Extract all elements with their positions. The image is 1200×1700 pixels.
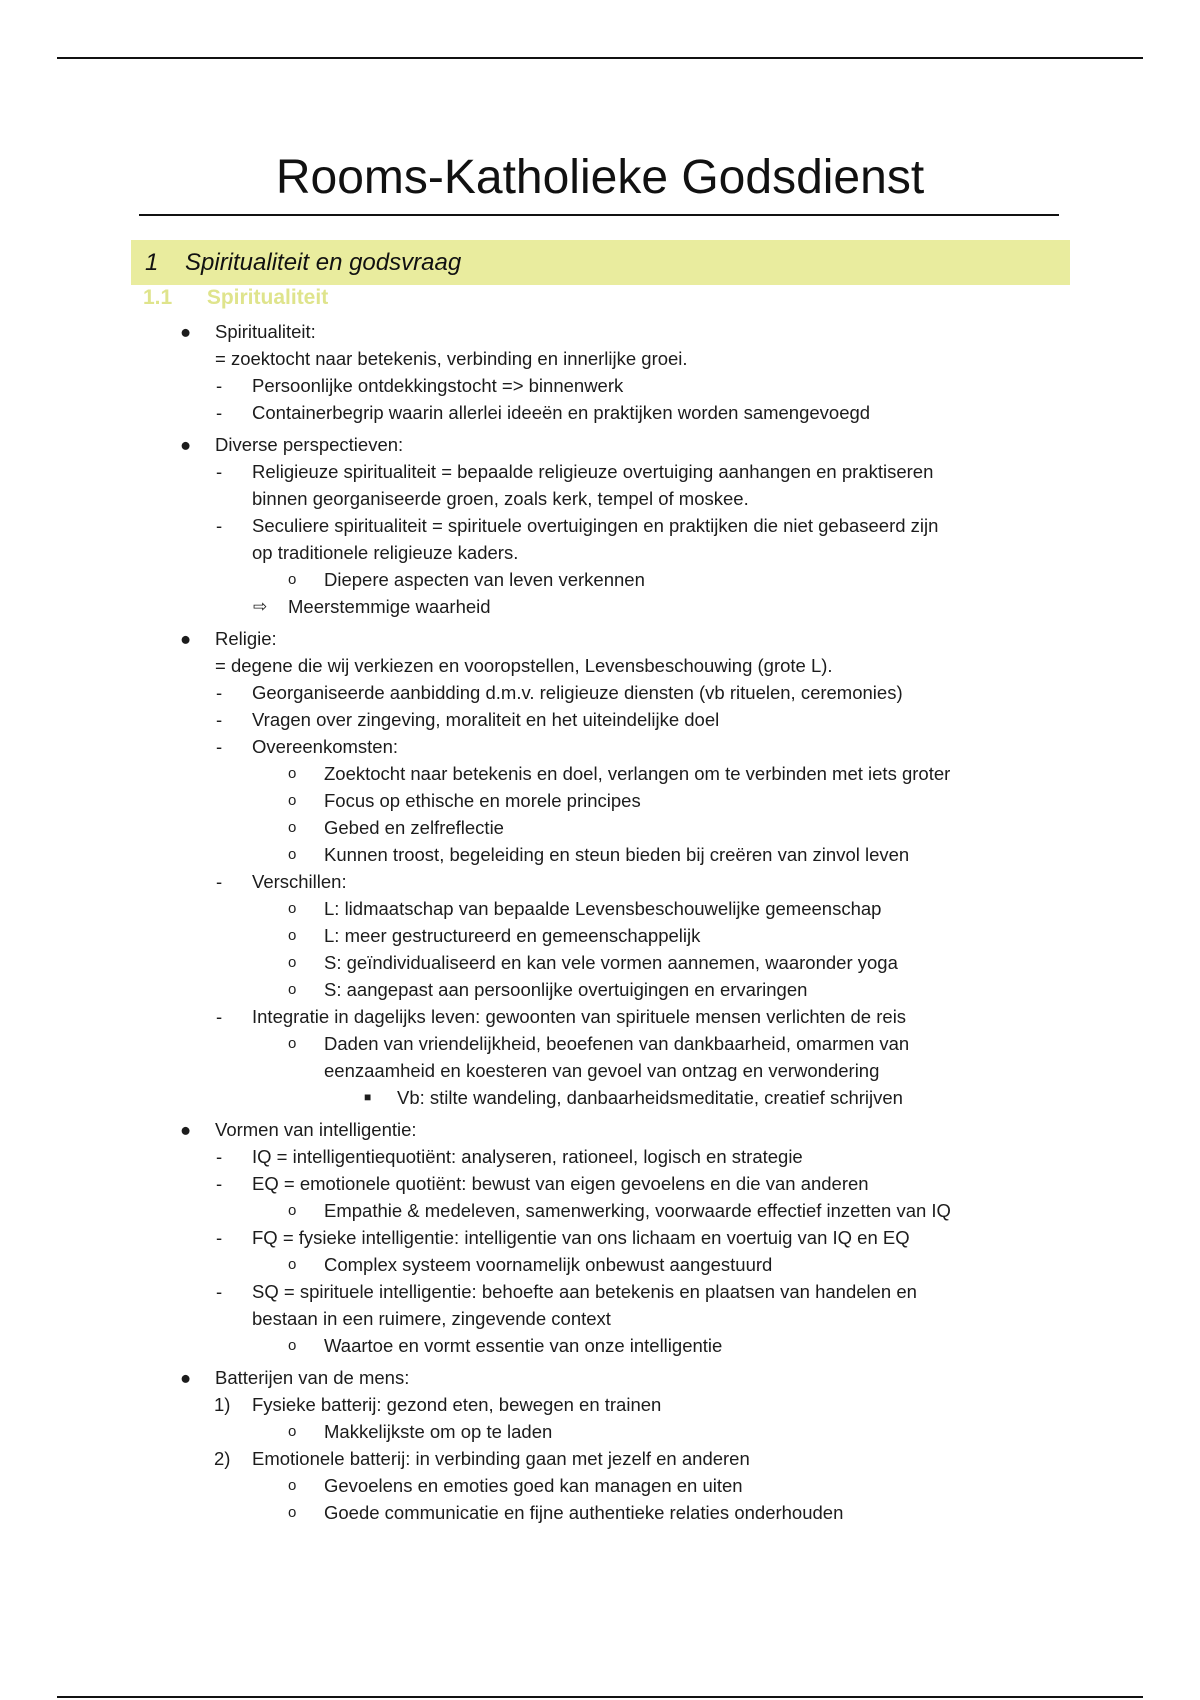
dash-marker: - [216, 1227, 223, 1248]
list-item [0, 1445, 1200, 1472]
list-item [0, 318, 1200, 345]
list-text: Empathie & medeleven, samenwerking, voorwaarde effectief inzetten van IQ [324, 1200, 951, 1221]
list-text: L: meer gestructureerd en gemeenschappelijk [324, 925, 701, 946]
circle-marker: o [288, 1256, 297, 1273]
list-text: Focus op ethische en morele principes [324, 790, 641, 811]
bullet-marker: ● [180, 1119, 192, 1140]
list-item [0, 1084, 1200, 1111]
list-text: Gebed en zelfreflectie [324, 817, 504, 838]
bullet-marker: ● [180, 321, 192, 342]
list-text: Goede communicatie en fijne authentieke relaties onderhouden [324, 1502, 844, 1523]
list-text: Integratie in dagelijks leven: gewoonten van spirituele mensen verlichten de reis [252, 1006, 907, 1027]
chapter-heading [131, 240, 1070, 285]
list-text: Gevoelens en emoties goed kan managen en uiten [324, 1475, 743, 1496]
bullet-marker: ● [180, 628, 192, 649]
list-text: binnen georganiseerde groen, zoals kerk, tempel of moskee. [252, 488, 749, 509]
title-underline [139, 214, 1059, 216]
list-item [0, 1224, 1200, 1251]
list-item [0, 1030, 1200, 1057]
bullet-marker: ● [180, 434, 192, 455]
circle-marker: o [288, 1035, 297, 1052]
list-text: Emotionele batterij: in verbinding gaan met jezelf en anderen [252, 1448, 750, 1469]
list-text: Containerbegrip waarin allerlei ideeën en praktijken worden samengevoegd [252, 402, 871, 423]
list-item [0, 485, 1200, 512]
list-item [0, 1499, 1200, 1526]
list-text: Spiritualiteit: [215, 321, 316, 342]
dash-marker: - [216, 1173, 223, 1194]
number-marker: 2) [214, 1448, 231, 1469]
dash-marker: - [216, 682, 223, 703]
circle-marker: o [288, 1337, 297, 1354]
page-top-rule [57, 57, 1143, 59]
section-heading [143, 286, 328, 310]
list-item [0, 1278, 1200, 1305]
list-text: Religie: [215, 628, 277, 649]
list-text: Seculiere spiritualiteit = spirituele overtuigingen en praktijken die niet gebaseerd zijn [252, 515, 939, 536]
list-item [0, 706, 1200, 733]
dash-marker: - [216, 709, 223, 730]
circle-marker: o [288, 927, 297, 944]
dash-marker: - [216, 871, 223, 892]
dash-marker: - [216, 1006, 223, 1027]
document-title: Rooms-Katholieke Godsdienst [275, 151, 925, 204]
arrow-marker: ⇨ [253, 597, 268, 616]
list-item [0, 512, 1200, 539]
list-text: Vragen over zingeving, moraliteit en het uiteindelijke doel [252, 709, 720, 730]
circle-marker: o [288, 571, 297, 588]
page-bottom-rule [57, 1696, 1143, 1698]
number-marker: 1) [214, 1394, 231, 1415]
list-item [0, 787, 1200, 814]
list-item [0, 1305, 1200, 1332]
circle-marker: o [288, 1477, 297, 1494]
list-item [0, 976, 1200, 1003]
section-title: Spiritualiteit [206, 286, 329, 309]
list-text: op traditionele religieuze kaders. [252, 542, 519, 563]
list-item [0, 679, 1200, 706]
dash-marker: - [216, 375, 223, 396]
circle-marker: o [288, 1202, 297, 1219]
circle-marker: o [288, 1504, 297, 1521]
circle-marker: o [288, 792, 297, 809]
list-item [0, 593, 1200, 620]
chapter-number: 1 [145, 248, 159, 276]
circle-marker: o [288, 981, 297, 998]
list-item [0, 1116, 1200, 1143]
dash-marker: - [216, 736, 223, 757]
list-text: IQ = intelligentiequotiënt: analyseren, rationeel, logisch en strategie [252, 1146, 803, 1167]
list-text: Meerstemmige waarheid [288, 596, 491, 617]
list-item [0, 372, 1200, 399]
list-item [0, 539, 1200, 566]
list-item [0, 566, 1200, 593]
list-text: Diepere aspecten van leven verkennen [324, 569, 645, 590]
document-body [0, 318, 1200, 1526]
list-text: = degene die wij verkiezen en vooropstellen, Levensbeschouwing (grote L). [215, 655, 833, 676]
list-text: Vormen van intelligentie: [215, 1119, 417, 1140]
list-text: SQ = spirituele intelligentie: behoefte aan betekenis en plaatsen van handelen en [252, 1281, 917, 1302]
list-text: Religieuze spiritualiteit = bepaalde religieuze overtuiging aanhangen en praktiseren [252, 461, 934, 482]
list-item [0, 458, 1200, 485]
list-item [0, 1251, 1200, 1278]
list-text: Persoonlijke ontdekkingstocht => binnenwerk [252, 375, 624, 396]
list-item [0, 1170, 1200, 1197]
list-item [0, 1197, 1200, 1224]
list-item [0, 1332, 1200, 1359]
list-item [0, 1057, 1200, 1084]
list-item [0, 922, 1200, 949]
list-item [0, 399, 1200, 426]
list-item [0, 1472, 1200, 1499]
list-text: Daden van vriendelijkheid, beoefenen van dankbaarheid, omarmen van [324, 1033, 910, 1054]
list-item [0, 1364, 1200, 1391]
list-item [0, 345, 1200, 372]
circle-marker: o [288, 900, 297, 917]
list-text: FQ = fysieke intelligentie: intelligentie van ons lichaam en voertuig van IQ en EQ [252, 1227, 910, 1248]
list-text: S: aangepast aan persoonlijke overtuigingen en ervaringen [324, 979, 808, 1000]
circle-marker: o [288, 954, 297, 971]
list-text: Verschillen: [252, 871, 347, 892]
list-item [0, 625, 1200, 652]
list-item [0, 733, 1200, 760]
list-item [0, 1143, 1200, 1170]
list-text: Georganiseerde aanbidding d.m.v. religieuze diensten (vb rituelen, ceremonies) [252, 682, 903, 703]
dash-marker: - [216, 461, 223, 482]
list-text: Makkelijkste om op te laden [324, 1421, 553, 1442]
dash-marker: - [216, 1146, 223, 1167]
circle-marker: o [288, 819, 297, 836]
list-text: Waartoe en vormt essentie van onze intelligentie [324, 1335, 723, 1356]
list-text: Overeenkomsten: [252, 736, 399, 757]
list-text: S: geïndividualiseerd en kan vele vormen aannemen, waaronder yoga [324, 952, 898, 973]
list-text: = zoektocht naar betekenis, verbinding en innerlijke groei. [215, 348, 688, 369]
list-text: Diverse perspectieven: [215, 434, 404, 455]
list-text: Vb: stilte wandeling, danbaarheidsmeditatie, creatief schrijven [397, 1087, 903, 1108]
list-item [0, 760, 1200, 787]
list-text: Kunnen troost, begeleiding en steun bieden bij creëren van zinvol leven [324, 844, 910, 865]
list-item [0, 652, 1200, 679]
list-item [0, 1003, 1200, 1030]
list-item [0, 1418, 1200, 1445]
circle-marker: o [288, 1423, 297, 1440]
list-item [0, 814, 1200, 841]
square-marker: ■ [364, 1090, 372, 1104]
list-item [0, 895, 1200, 922]
list-text: Complex systeem voornamelijk onbewust aangestuurd [324, 1254, 773, 1275]
chapter-title: Spiritualiteit en godsvraag [185, 248, 462, 276]
list-text: Batterijen van de mens: [215, 1367, 410, 1388]
list-text: Zoektocht naar betekenis en doel, verlangen om te verbinden met iets groter [324, 763, 951, 784]
dash-marker: - [216, 1281, 223, 1302]
bullet-marker: ● [180, 1367, 192, 1388]
list-item [0, 949, 1200, 976]
list-text: bestaan in een ruimere, zingevende context [252, 1308, 611, 1329]
section-number: 1.1 [143, 286, 173, 309]
circle-marker: o [288, 846, 297, 863]
list-text: Fysieke batterij: gezond eten, bewegen en trainen [252, 1394, 662, 1415]
circle-marker: o [288, 765, 297, 782]
list-text: eenzaamheid en koesteren van gevoel van ontzag en verwondering [324, 1060, 880, 1081]
list-text: EQ = emotionele quotiënt: bewust van eigen gevoelens en die van anderen [252, 1173, 869, 1194]
list-item [0, 1391, 1200, 1418]
dash-marker: - [216, 402, 223, 423]
list-item [0, 431, 1200, 458]
list-item [0, 841, 1200, 868]
list-text: L: lidmaatschap van bepaalde Levensbeschouwelijke gemeenschap [324, 898, 882, 919]
dash-marker: - [216, 515, 223, 536]
list-item [0, 868, 1200, 895]
